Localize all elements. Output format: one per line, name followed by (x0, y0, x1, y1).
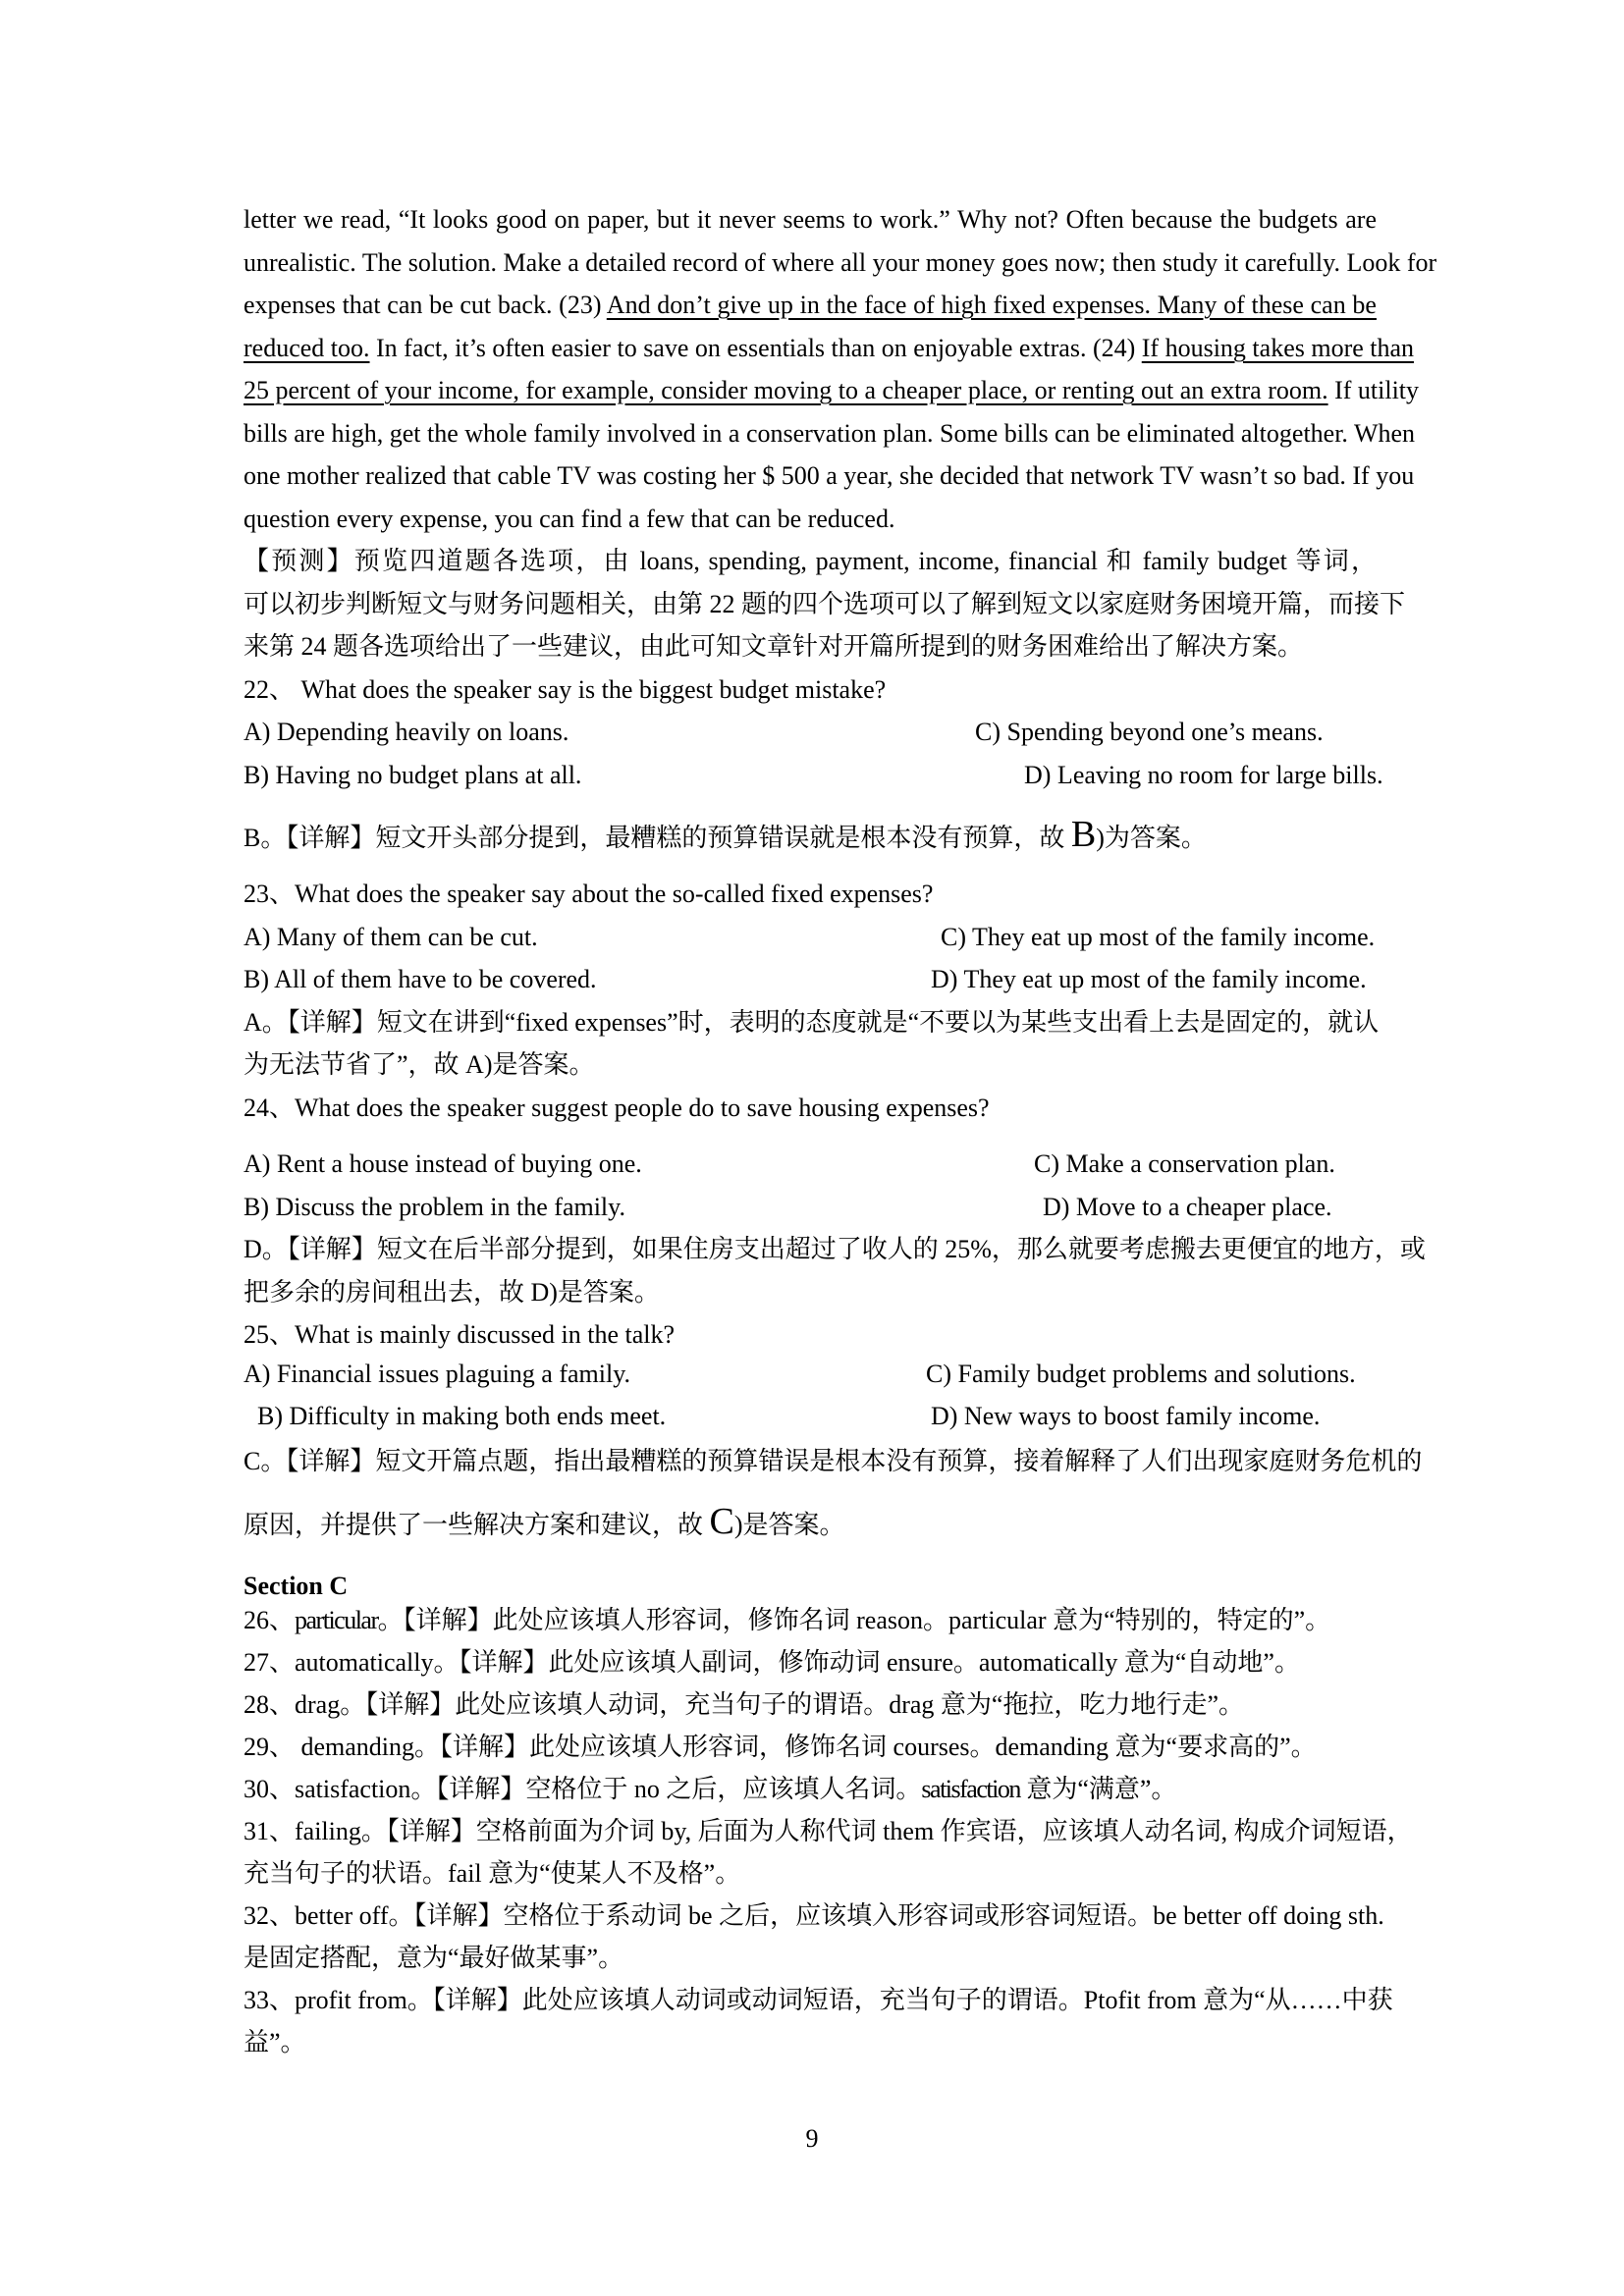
option-23-A (244, 916, 538, 958)
text-segment: 32、better off。【详解】空格位于系动词 be 之后，应该填入形容词或形容词短语。be better off doing sth. (244, 1901, 1384, 1930)
text-segment: 是固定搭配，意为“最好做某事”。 (244, 1944, 624, 1972)
section-title-text: Section C (244, 1572, 349, 1600)
text-segment: 原因，并提供了一些解决方案和建议，故 (244, 1511, 710, 1539)
text-segment: 31、failing。【详解】空格前面为介词 by, 后面为人称代词 them 作宾语，应该填人动名词, 构成介词短语， (244, 1817, 1413, 1845)
question-25 (244, 1313, 675, 1356)
text-segment: 充当句子的状语。fail 意为“使某人不及格”。 (244, 1859, 741, 1888)
text-segment: 29、 demanding。【详解】此处应该填人形容词，修饰名词 courses。demanding 意为“要求高的”。 (244, 1733, 1317, 1761)
passage-line-4 (244, 327, 1415, 369)
passage-line-1 (244, 198, 1377, 240)
text-segment: one mother realized that cable TV was costing her $ 500 a year, she decided that network TV wasn’t so bad. If you (244, 461, 1415, 490)
item-28 (244, 1683, 1244, 1726)
text-segment: 24、What does the speaker suggest people do to save housing expenses? (244, 1094, 990, 1122)
text-segment: )是答案。 (733, 1511, 845, 1539)
question-23 (244, 873, 933, 915)
passage-line-2 (244, 241, 1437, 284)
text-segment: satisfaction (921, 1775, 1020, 1803)
option-22-D (1024, 754, 1383, 796)
question-22 (244, 668, 886, 711)
option-24-B (244, 1186, 625, 1228)
text-segment: B。【详解】短文开头部分提到，最糟糕的预算错误就是根本没有预算，故 (244, 824, 1071, 852)
option-23-B (244, 958, 597, 1000)
text-segment: expenses that can be cut back. (23) (244, 291, 607, 319)
text-segment: 25、What is mainly discussed in the talk? (244, 1320, 676, 1349)
item-27 (244, 1641, 1300, 1683)
answer-25-line-1 (244, 1440, 1423, 1482)
option-25-C (926, 1353, 1356, 1395)
text-segment: 把多余的房间租出去，故 D)是答案。 (244, 1278, 660, 1307)
answer-23-line-2 (244, 1043, 594, 1086)
answer-letter: B (1070, 814, 1097, 855)
item-31-line-1 (244, 1810, 1413, 1852)
text-segment: B) All of them have to be covered. (244, 965, 597, 993)
text-segment: )为答案。 (1096, 824, 1207, 852)
text-segment: A。【详解】短文在讲到“fixed expenses”时，表明的态度就是“不要以为某些支出看上去是固定的，就认 (244, 1008, 1380, 1037)
text-segment: A) Financial issues plaguing a family. (244, 1360, 631, 1388)
text-segment: 26、 (244, 1606, 296, 1634)
text-segment: letter we read, “It looks good on paper, but it never seems to work.” Why not? Often because the budgets are (244, 205, 1377, 234)
text-segment: 来第 24 题各选项给出了一些建议，由此可知文章针对开篇所提到的财务困难给出了解决方案。 (244, 632, 1304, 661)
option-23-C (941, 916, 1375, 958)
passage-line-6 (244, 412, 1416, 454)
underlined-text: 25 percent of your income, for example, consider moving to a cheaper place, or renting out an extra room. (244, 376, 1328, 404)
text-segment: C。【详解】短文开篇点题，指出最糟糕的预算错误是根本没有预算，接着解释了人们出现家庭财务危机的 (244, 1447, 1423, 1475)
text-segment: particular (295, 1606, 378, 1634)
text-segment: D) New ways to boost family income. (931, 1402, 1321, 1430)
text-segment: D) Move to a cheaper place. (1043, 1193, 1332, 1221)
text-segment: C) They eat up most of the family income. (941, 923, 1376, 951)
text-segment: unrealistic. The solution. Make a detailed record of where all your money goes now; then study it carefully. Look for (244, 248, 1437, 277)
text-segment: A) Rent a house instead of buying one. (244, 1149, 642, 1178)
passage-line-3 (244, 284, 1377, 326)
item-33-line-1 (244, 1979, 1393, 2021)
option-23-D (931, 958, 1367, 1000)
text-segment: B) Discuss the problem in the family. (244, 1193, 625, 1221)
answer-24-line-1 (244, 1228, 1426, 1270)
text-segment: 【预测】预览四道题各选项，由 loans, spending, payment, income, financial 和 family budget 等词， (244, 547, 1377, 575)
page-number: 9 (805, 2124, 819, 2153)
text-segment: A) Many of them can be cut. (244, 923, 538, 951)
underlined-text: reduced too. (244, 334, 370, 362)
passage-line-8 (244, 498, 894, 540)
answer-25-line-2 (244, 1501, 845, 1546)
option-25-B (257, 1395, 666, 1437)
passage-line-5 (244, 369, 1420, 411)
item-33-line-2 (244, 2021, 306, 2063)
item-29 (244, 1726, 1317, 1768)
option-24-A (244, 1143, 642, 1185)
text-segment: C) Make a conservation plan. (1034, 1149, 1335, 1178)
text-segment: C) Spending beyond one’s means. (975, 718, 1324, 746)
item-26 (244, 1599, 1330, 1641)
option-25-A (244, 1353, 630, 1395)
text-segment: D) They eat up most of the family income. (931, 965, 1367, 993)
option-22-A (244, 711, 568, 753)
text-segment: B) Having no budget plans at all. (244, 761, 582, 789)
text-segment: 可以初步判断短文与财务问题相关，由第 22 题的四个选项可以了解到短文以家庭财务困境开篇，而接下 (244, 590, 1406, 618)
answer-24-line-2 (244, 1271, 660, 1313)
text-segment: If utility (1327, 376, 1420, 404)
option-24-D (1043, 1186, 1332, 1228)
text-segment: B) Difficulty in making both ends meet. (257, 1402, 667, 1430)
text-segment: question every expense, you can find a few that can be reduced. (244, 505, 895, 533)
answer-letter: C (709, 1501, 734, 1542)
text-segment: 23、What does the speaker say about the so-called fixed expenses? (244, 880, 934, 908)
question-24 (244, 1087, 990, 1129)
text-segment: D。【详解】短文在后半部分提到，如果住房支出超过了收人的 25%，那么就要考虑搬去更便宜的地方，或 (244, 1235, 1426, 1263)
underlined-text: And don’t give up in the face of high fixed expenses. Many of these can be (606, 291, 1377, 319)
text-segment: A) Depending heavily on loans. (244, 718, 569, 746)
text-segment: 益”。 (244, 2028, 306, 2056)
text-segment: D) Leaving no room for large bills. (1024, 761, 1383, 789)
content-area (244, 0, 1437, 2296)
text-segment: 意为“满意”。 (1019, 1775, 1177, 1803)
text-segment: C) Family budget problems and solutions. (926, 1360, 1356, 1388)
option-22-C (975, 711, 1324, 753)
item-31-line-2 (244, 1852, 740, 1895)
item-32-line-2 (244, 1937, 623, 1979)
option-25-D (931, 1395, 1320, 1437)
item-32-line-1 (244, 1895, 1384, 1937)
prediction-line-2 (244, 583, 1406, 625)
option-22-B (244, 754, 581, 796)
text-segment: In fact, it’s often easier to save on essentials than on enjoyable extras. (24) (369, 334, 1142, 362)
answer-22 (244, 814, 1207, 859)
underlined-text: If housing takes more than (1141, 334, 1415, 362)
option-24-C (1034, 1143, 1335, 1185)
passage-line-7 (244, 454, 1415, 497)
text-segment: 28、drag。【详解】此处应该填人动词，充当句子的谓语。drag 意为“拖拉，吃力地行走”。 (244, 1690, 1244, 1719)
answer-23-line-1 (244, 1001, 1380, 1043)
text-segment: 22、 What does the speaker say is the biggest budget mistake? (244, 675, 887, 704)
prediction-line-1 (244, 540, 1377, 582)
text-segment: 33、profit from。【详解】此处应该填人动词或动词短语，充当句子的谓语。Ptofit from 意为“从……中获 (244, 1986, 1393, 2014)
text-segment: 。【详解】此处应该填人形容词，修饰名词 reason。particular 意为“特别的，特定的”。 (377, 1606, 1331, 1634)
text-segment: 30、satisfaction。【详解】空格位于 no 之后，应该填人名词。 (244, 1775, 922, 1803)
item-30 (244, 1768, 1176, 1810)
text-segment: bills are high, get the whole family involved in a conservation plan. Some bills can be eliminated altogether. When (244, 419, 1416, 448)
text-segment: 27、automatically。【详解】此处应该填人副词，修饰动词 ensure。automatically 意为“自动地”。 (244, 1648, 1300, 1677)
prediction-line-3 (244, 625, 1303, 667)
text-segment: 为无法节省了”，故 A)是答案。 (244, 1050, 595, 1079)
